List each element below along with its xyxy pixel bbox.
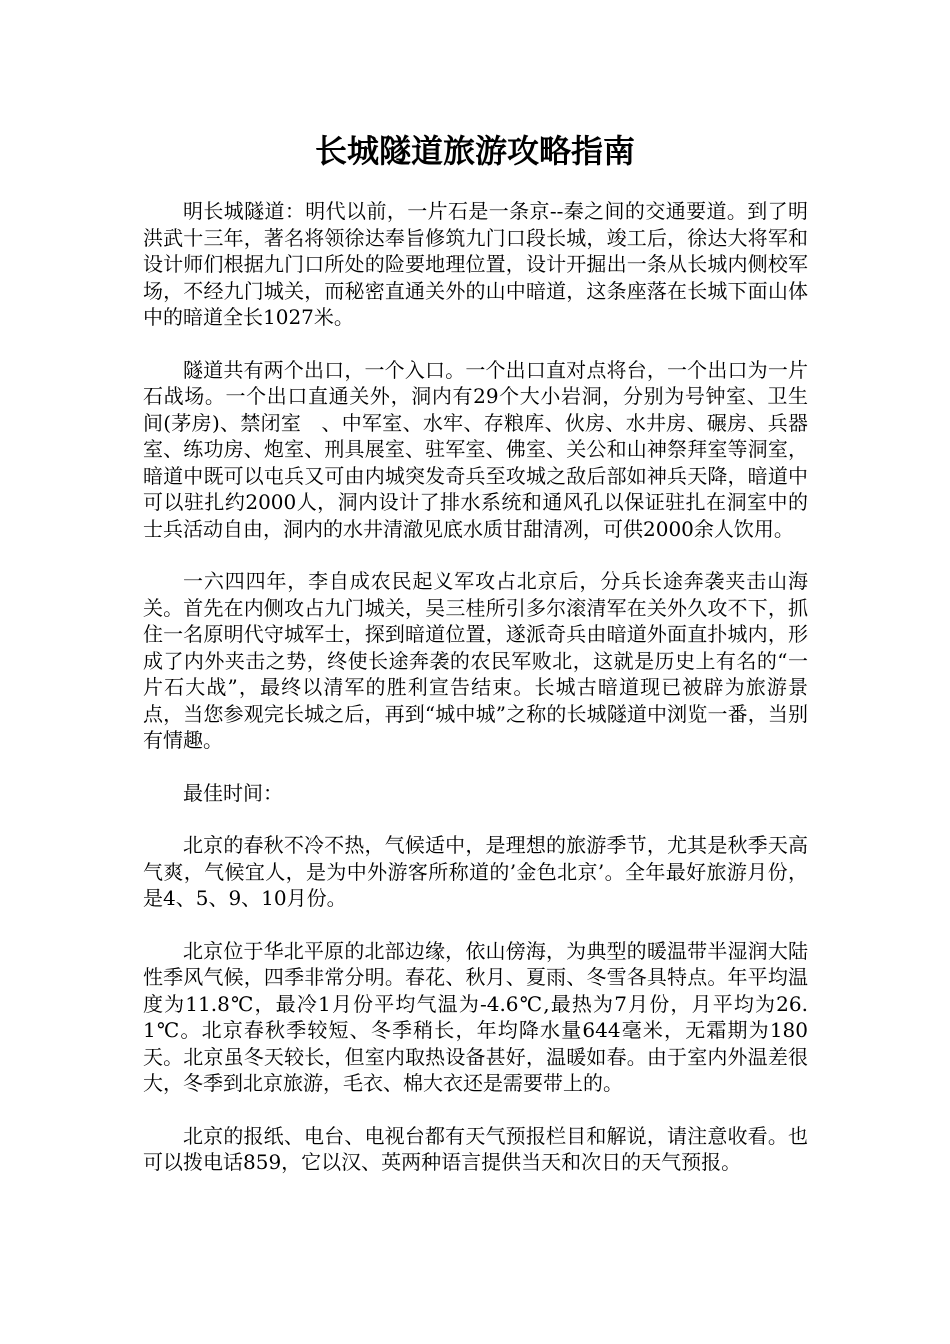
paragraph-best-time-heading: 最佳时间： bbox=[183, 780, 283, 805]
paragraph-tunnel-layout: 隧道共有两个出口，一个入口。一个出口直对点将台，一个出口为一片石战场。一个出口直通关外，洞内有29个大小岩洞，分别为号钟室、卫生间(茅房)、禁闭室 、中军室、水牢、存粮库、伙房、水井房、碾房、兵器室、练功房、炮室、刑具展室、驻军室、佛室、关公和山神祭拜室等洞室，暗道中既可以屯兵又可由内城突发奇兵至攻城之敌后部如神兵天降，暗道中可以驻扎约2000人，洞内设计了排水系统和通风孔以保证驻扎在洞室中的士兵活动自由，洞内的水井清澈见底水质甘甜清冽，可供2000余人饮用。 bbox=[143, 357, 808, 541]
paragraph-weather-forecast: 北京的报纸、电台、电视台都有天气预报栏目和解说，请注意收看。也可以拨电话859，它以汉、英两种语言提供当天和次日的天气预报。 bbox=[143, 1123, 808, 1174]
document-body bbox=[143, 198, 808, 1202]
paragraph-tunnel-history: 明长城隧道：明代以前，一片石是一条京--秦之间的交通要道。到了明洪武十三年，著名将领徐达奉旨修筑九门口段长城，竣工后，徐达大将军和设计师们根据九门口所处的险要地理位置，设计开掘出一条从长城内侧校军场，不经九门城关，而秘密直通关外的山中暗道，这条座落在长城下面山体中的暗道全长1027米。 bbox=[143, 199, 808, 329]
paragraph-battle-history: 一六四四年，李自成农民起义军攻占北京后，分兵长途奔袭夹击山海关。首先在内侧攻占九门城关，吴三桂所引多尔滚清军在关外久攻不下，抓住一名原明代守城军士，探到暗道位置，遂派奇兵由暗道外面直扑城内，形成了内外夹击之势，终使长途奔袭的农民军败北，这就是历史上有名的“一片石大战”，最终以清军的胜利宣告结束。长城古暗道现已被辟为旅游景点，当您参观完长城之后，再到“城中城”之称的长城隧道中浏览一番，当别有情趣。 bbox=[143, 569, 808, 752]
document-title: 长城隧道旅游攻略指南 bbox=[314, 132, 635, 170]
paragraph-climate: 北京位于华北平原的北部边缘，依山傍海，为典型的暖温带半湿润大陆性季风气候，四季非常分明。春花、秋月、夏雨、冬雪各具特点。年平均温度为11.8℃，最冷1月份平均气温为-4.6℃,最热为7月份，月平均为26.1℃。北京春秋季较短、冬季稍长，年均降水量644毫米，无霜期为180天。北京虽冬天较长，但室内取热设备甚好，温暖如春。由于室内外温差很大，冬季到北京旅游，毛衣、棉大衣还是需要带上的。 bbox=[143, 938, 808, 1095]
paragraph-travel-season: 北京的春秋不冷不热，气候适中，是理想的旅游季节，尤其是秋季天高气爽，气候宜人，是为中外游客所称道的’金色北京’。全年最好旅游月份，是4、5、9、10月份。 bbox=[143, 833, 808, 910]
